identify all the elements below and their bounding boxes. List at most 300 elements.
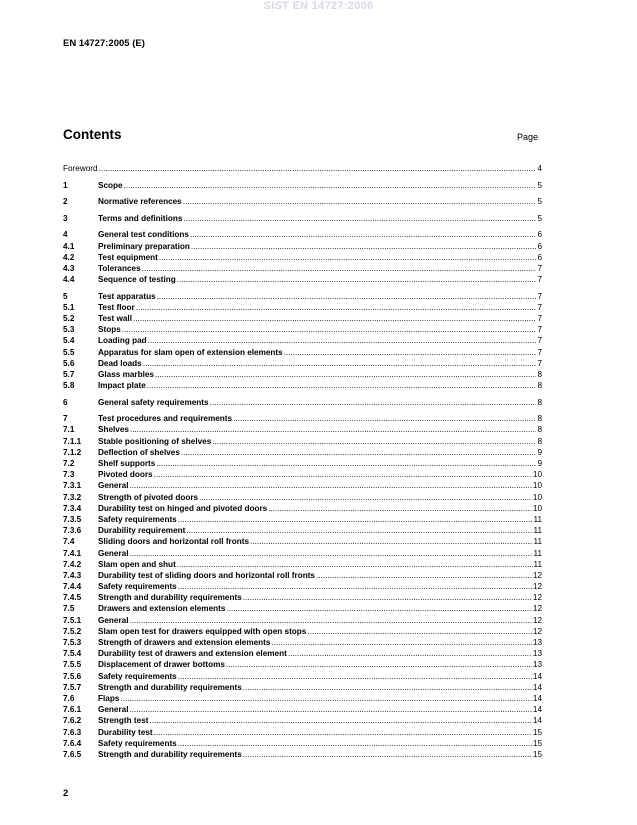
toc-section-number: 7.4.4 bbox=[63, 582, 82, 592]
toc-dot-leader bbox=[250, 536, 532, 547]
toc-section-title: Shelves bbox=[98, 425, 129, 435]
toc-section-title: Sequence of testing bbox=[98, 275, 176, 285]
toc-page-number: 11 bbox=[533, 537, 542, 547]
toc-dot-leader bbox=[120, 693, 532, 704]
toc-page-number: 11 bbox=[533, 526, 542, 536]
toc-entry-line bbox=[98, 581, 542, 592]
toc-dot-leader bbox=[99, 163, 537, 174]
toc-entry[interactable] bbox=[63, 514, 542, 525]
toc-dot-leader bbox=[136, 302, 537, 313]
toc-dot-leader bbox=[143, 358, 537, 369]
toc-entry[interactable] bbox=[63, 447, 542, 458]
toc-dot-leader bbox=[155, 369, 536, 380]
toc-section-number: 5.6 bbox=[63, 358, 75, 368]
toc-dot-leader bbox=[154, 727, 532, 738]
toc-section-title: Strength and durability requirements bbox=[98, 682, 242, 692]
watermark: SIST EN 14727:2006 bbox=[263, 0, 374, 12]
toc-section-number: 7.4.2 bbox=[63, 559, 82, 569]
toc-dot-leader bbox=[130, 548, 533, 559]
toc-section-title: Strength and durability requirements bbox=[98, 593, 242, 603]
toc-page-number: 9 bbox=[537, 459, 542, 469]
toc-entry[interactable] bbox=[63, 324, 542, 335]
toc-entry[interactable] bbox=[63, 413, 542, 424]
toc-entry-line bbox=[98, 335, 542, 346]
toc-page-number: 8 bbox=[537, 397, 542, 407]
toc-section-title: Stable positioning of shelves bbox=[98, 436, 212, 446]
toc-dot-leader bbox=[316, 570, 532, 581]
toc-dot-leader bbox=[243, 682, 532, 693]
toc-page-number: 7 bbox=[537, 347, 542, 357]
toc-entry-line bbox=[98, 347, 542, 358]
toc-section-number: 7.5.2 bbox=[63, 626, 82, 636]
toc-entry-line bbox=[98, 592, 542, 603]
toc-section-number: 7.5.6 bbox=[63, 671, 82, 681]
document-id: EN 14727:2005 (E) bbox=[63, 38, 145, 49]
toc-section-title: Strength test bbox=[98, 716, 149, 726]
toc-entry[interactable] bbox=[63, 274, 542, 285]
toc-section-number: 7.4.1 bbox=[63, 548, 82, 558]
toc-entry[interactable] bbox=[63, 180, 542, 191]
toc-entry[interactable] bbox=[63, 738, 542, 749]
toc-section-title: General bbox=[98, 615, 129, 625]
toc-page-number: 7 bbox=[537, 291, 542, 301]
toc-section-number: 7.5.5 bbox=[63, 660, 82, 670]
toc-section-number: 7.3.2 bbox=[63, 492, 82, 502]
toc-section-title: Preliminary preparation bbox=[98, 241, 190, 251]
toc-page-number: 7 bbox=[537, 314, 542, 324]
toc-page-number: 7 bbox=[537, 358, 542, 368]
toc-page-number: 8 bbox=[537, 369, 542, 379]
toc-entry-line bbox=[98, 469, 542, 480]
toc-entry[interactable] bbox=[63, 335, 542, 346]
toc-entry[interactable] bbox=[63, 302, 542, 313]
toc-dot-leader bbox=[186, 525, 532, 536]
toc-entry[interactable] bbox=[63, 369, 542, 380]
toc-entry-line bbox=[98, 397, 542, 408]
toc-page-number: 12 bbox=[532, 604, 542, 614]
toc-section-title: Displacement of drawer bottoms bbox=[98, 660, 225, 670]
toc-dot-leader bbox=[243, 592, 532, 603]
toc-entry[interactable] bbox=[63, 559, 542, 570]
toc-entry-line bbox=[98, 559, 542, 570]
toc-section-title: Strength of drawers and extension elements bbox=[98, 638, 271, 648]
toc-page-number: 5 bbox=[537, 197, 542, 207]
toc-section-title: Test apparatus bbox=[98, 291, 156, 301]
toc-entry-line bbox=[98, 525, 542, 536]
toc-section-number: 5.5 bbox=[63, 347, 75, 357]
toc-section-number: 7.3.5 bbox=[63, 514, 82, 524]
toc-entry[interactable] bbox=[63, 570, 542, 581]
toc-section-title: Dead loads bbox=[98, 358, 142, 368]
toc-section-title: General bbox=[98, 705, 129, 715]
toc-dot-leader bbox=[142, 263, 537, 274]
toc-dot-leader bbox=[199, 492, 532, 503]
toc-section-number: 7.5 bbox=[63, 604, 75, 614]
toc-entry-line bbox=[98, 324, 542, 335]
toc-entry[interactable] bbox=[63, 727, 542, 738]
toc-section-title: Loading pad bbox=[98, 336, 147, 346]
toc-entry-line bbox=[98, 637, 542, 648]
toc-section-title: Safety requirements bbox=[98, 671, 177, 681]
toc-section-title: Glass marbles bbox=[98, 369, 154, 379]
toc-entry[interactable] bbox=[63, 229, 542, 240]
toc-dot-leader bbox=[288, 648, 532, 659]
toc-page-number: 15 bbox=[532, 749, 542, 759]
toc-page-number: 8 bbox=[537, 425, 542, 435]
toc-entry[interactable] bbox=[63, 592, 542, 603]
toc-section-number: 7.5.4 bbox=[63, 649, 82, 659]
toc-page-number: 7 bbox=[537, 325, 542, 335]
toc-section-title: Durability test of sliding doors and horizontal roll fronts bbox=[98, 570, 315, 580]
toc-dot-leader bbox=[177, 274, 537, 285]
toc-section-number: 5.7 bbox=[63, 369, 75, 379]
toc-entry[interactable] bbox=[63, 492, 542, 503]
toc-entry-line bbox=[98, 380, 542, 391]
toc-entry[interactable] bbox=[63, 196, 542, 207]
toc-page-number: 14 bbox=[532, 705, 542, 715]
toc-section-number: 7.6.4 bbox=[63, 738, 82, 748]
toc-dot-leader bbox=[130, 480, 532, 491]
toc-dot-leader bbox=[147, 380, 537, 391]
toc-section-title: Apparatus for slam open of extension elements bbox=[98, 347, 283, 357]
toc-entry[interactable] bbox=[63, 525, 542, 536]
toc-section-number: 7.6.1 bbox=[63, 705, 82, 715]
toc-section-number: 7.1.1 bbox=[63, 436, 82, 446]
toc-section-number: 7.4 bbox=[63, 537, 75, 547]
toc-section-title: Tolerances bbox=[98, 263, 141, 273]
toc-section-number: 2 bbox=[63, 197, 68, 207]
toc-page-number: 11 bbox=[533, 514, 542, 524]
toc-page-number: 6 bbox=[537, 241, 542, 251]
toc-dot-leader bbox=[212, 436, 536, 447]
toc-section-title: Impact plate bbox=[98, 381, 146, 391]
toc-section-number: 7.6 bbox=[63, 693, 75, 703]
toc-dot-leader bbox=[178, 738, 532, 749]
toc-section-title: Safety requirements bbox=[98, 582, 177, 592]
toc-entry[interactable] bbox=[63, 648, 542, 659]
toc-section-title: Safety requirements bbox=[98, 738, 177, 748]
toc-dot-leader bbox=[178, 514, 533, 525]
toc-dot-leader bbox=[159, 252, 537, 263]
toc-entry[interactable] bbox=[63, 263, 542, 274]
toc-entry-line bbox=[98, 704, 542, 715]
toc-section-number: 7.6.5 bbox=[63, 749, 82, 759]
toc-page-number: 10 bbox=[532, 492, 542, 502]
toc-entry[interactable] bbox=[63, 424, 542, 435]
toc-page-number: 7 bbox=[537, 263, 542, 273]
toc-entry-line bbox=[98, 369, 542, 380]
toc-entry[interactable] bbox=[63, 693, 542, 704]
toc-page-number: 5 bbox=[537, 180, 542, 190]
toc-entry[interactable] bbox=[63, 503, 542, 514]
toc-entry-line bbox=[98, 213, 542, 224]
toc-page-number: 12 bbox=[532, 593, 542, 603]
toc-dot-leader bbox=[183, 213, 536, 224]
toc-entry-line bbox=[98, 503, 542, 514]
toc-page-number: 6 bbox=[537, 230, 542, 240]
toc-entry-line bbox=[98, 229, 542, 240]
toc-page-number: 13 bbox=[532, 649, 542, 659]
toc-section-number: 7.3.6 bbox=[63, 526, 82, 536]
toc-entry-line bbox=[98, 274, 542, 285]
toc-entry-line bbox=[98, 480, 542, 491]
toc-section-number: 5.4 bbox=[63, 336, 75, 346]
toc-dot-leader bbox=[284, 347, 537, 358]
toc-page-number: 11 bbox=[533, 559, 542, 569]
toc-entry-line bbox=[98, 302, 542, 313]
toc-entry-line bbox=[98, 671, 542, 682]
toc-section-number: 4.2 bbox=[63, 252, 75, 262]
toc-page-number: 13 bbox=[532, 638, 542, 648]
toc-entry-line bbox=[98, 536, 542, 547]
toc-entry-line bbox=[98, 447, 542, 458]
toc-page-number: 14 bbox=[532, 671, 542, 681]
toc-page-number: 10 bbox=[532, 503, 542, 513]
toc-section-number: 7.3.1 bbox=[63, 481, 82, 491]
toc-page-number: 14 bbox=[532, 693, 542, 703]
toc-entry[interactable] bbox=[63, 480, 542, 491]
toc-dot-leader bbox=[156, 458, 536, 469]
toc-section-number: 6 bbox=[63, 397, 68, 407]
page-title: Contents bbox=[63, 127, 122, 142]
toc-page-number: 7 bbox=[537, 275, 542, 285]
toc-dot-leader bbox=[130, 424, 536, 435]
toc-entry[interactable] bbox=[63, 380, 542, 391]
toc-section-number: 7.1 bbox=[63, 425, 75, 435]
toc-entry-line bbox=[98, 358, 542, 369]
toc-entry-line bbox=[98, 492, 542, 503]
toc-section-title: Shelf supports bbox=[98, 459, 156, 469]
toc-section-title: Durability test bbox=[98, 727, 153, 737]
toc-entry[interactable] bbox=[63, 291, 542, 302]
toc-section-number: 7.6.3 bbox=[63, 727, 82, 737]
toc-section-title: Pivoted doors bbox=[98, 470, 153, 480]
toc-entry-line bbox=[98, 603, 542, 614]
toc-section-number: 7.3.4 bbox=[63, 503, 82, 513]
toc-entry-line bbox=[98, 514, 542, 525]
toc-section-title: General bbox=[98, 548, 129, 558]
toc-entry-line bbox=[98, 682, 542, 693]
toc-entry[interactable] bbox=[63, 536, 542, 547]
toc-section-title: Deflection of shelves bbox=[98, 447, 180, 457]
toc-dot-leader bbox=[178, 581, 532, 592]
toc-page-number: 13 bbox=[532, 660, 542, 670]
toc-entry[interactable] bbox=[63, 213, 542, 224]
toc-section-number: 4.4 bbox=[63, 275, 75, 285]
toc-entry[interactable] bbox=[63, 581, 542, 592]
toc-section-number: 7.5.7 bbox=[63, 682, 82, 692]
toc-section-number: 7 bbox=[63, 414, 68, 424]
toc-section-title: Slam open test for drawers equipped with open stops bbox=[98, 626, 307, 636]
toc-section-title: Test wall bbox=[98, 314, 132, 324]
toc-section-number: 4.3 bbox=[63, 263, 75, 273]
toc-dot-leader bbox=[148, 335, 537, 346]
toc-dot-leader bbox=[124, 180, 537, 191]
toc-entry-line bbox=[98, 291, 542, 302]
toc-section-number: 7.3 bbox=[63, 470, 75, 480]
toc-page-number: 15 bbox=[532, 738, 542, 748]
toc-section-number: 5.8 bbox=[63, 381, 75, 391]
toc-section-number: 3 bbox=[63, 213, 68, 223]
toc-entry[interactable] bbox=[63, 749, 542, 760]
toc-entry[interactable] bbox=[63, 469, 542, 480]
toc-entry-line bbox=[98, 458, 542, 469]
toc-section-title: Test floor bbox=[98, 302, 135, 312]
toc-page-number: 5 bbox=[537, 213, 542, 223]
toc-entry[interactable] bbox=[63, 704, 542, 715]
toc-section-title: Strength of pivoted doors bbox=[98, 492, 199, 502]
toc-dot-leader bbox=[154, 469, 532, 480]
toc-dot-leader bbox=[157, 291, 537, 302]
toc-section-title: Durability test on hinged and pivoted doors bbox=[98, 503, 268, 513]
toc-section-number: 1 bbox=[63, 180, 68, 190]
toc-section-title: Test procedures and requirements bbox=[98, 414, 233, 424]
toc-section-title: General test conditions bbox=[98, 230, 189, 240]
toc-entry-line bbox=[98, 196, 542, 207]
toc-dot-leader bbox=[177, 559, 533, 570]
toc-page-number: 7 bbox=[537, 302, 542, 312]
toc-dot-leader bbox=[181, 447, 537, 458]
toc-entry[interactable] bbox=[63, 637, 542, 648]
toc-section-title: Flaps bbox=[98, 693, 120, 703]
toc-section-number: 7.6.2 bbox=[63, 716, 82, 726]
toc-entry[interactable] bbox=[63, 548, 542, 559]
toc-page-number: 12 bbox=[532, 570, 542, 580]
toc-dot-leader bbox=[183, 196, 537, 207]
toc-entry[interactable] bbox=[63, 615, 542, 626]
toc-dot-leader bbox=[307, 626, 532, 637]
toc-entry-line bbox=[98, 263, 542, 274]
toc-section-title: Terms and definitions bbox=[98, 213, 183, 223]
toc-dot-leader bbox=[226, 659, 532, 670]
toc-dot-leader bbox=[178, 671, 532, 682]
toc-dot-leader bbox=[210, 397, 537, 408]
toc-entry[interactable] bbox=[63, 313, 542, 324]
toc-entry-line bbox=[98, 738, 542, 749]
toc-section-title: General safety requirements bbox=[98, 397, 209, 407]
toc-dot-leader bbox=[191, 241, 537, 252]
toc-page-number: 14 bbox=[532, 682, 542, 692]
toc-entry-line bbox=[98, 424, 542, 435]
toc-section-number: 7.1.2 bbox=[63, 447, 82, 457]
toc-section-title: Sliding doors and horizontal roll fronts bbox=[98, 537, 250, 547]
toc-page-number: 8 bbox=[537, 381, 542, 391]
toc-entry-line bbox=[98, 548, 542, 559]
toc-dot-leader bbox=[226, 603, 531, 614]
toc-entry[interactable] bbox=[63, 458, 542, 469]
toc-page-number: 7 bbox=[537, 336, 542, 346]
toc-entry-line bbox=[98, 659, 542, 670]
toc-page-number: 10 bbox=[532, 470, 542, 480]
toc-entry-line bbox=[98, 727, 542, 738]
toc-entry-line bbox=[63, 163, 542, 174]
page-number: 2 bbox=[63, 788, 69, 799]
toc-section-number: 5.2 bbox=[63, 314, 75, 324]
toc-section-number: 7.4.5 bbox=[63, 593, 82, 603]
toc-entry-line bbox=[98, 241, 542, 252]
toc-entry-line bbox=[98, 626, 542, 637]
toc-dot-leader bbox=[233, 413, 536, 424]
toc-entry[interactable] bbox=[63, 626, 542, 637]
toc-section-title: Stops bbox=[98, 325, 121, 335]
toc-entry-line bbox=[98, 436, 542, 447]
toc-dot-leader bbox=[150, 715, 532, 726]
toc-entry[interactable] bbox=[63, 241, 542, 252]
toc-section-number: 4 bbox=[63, 230, 68, 240]
toc-entry-line bbox=[98, 648, 542, 659]
toc-dot-leader bbox=[268, 503, 532, 514]
toc-section-title: Durability requirement bbox=[98, 526, 186, 536]
toc-entry[interactable] bbox=[63, 358, 542, 369]
toc-section-title: Drawers and extension elements bbox=[98, 604, 226, 614]
toc-dot-leader bbox=[190, 229, 536, 240]
toc-section-title: Strength and durability requirements bbox=[98, 749, 242, 759]
toc-page-number: 10 bbox=[532, 481, 542, 491]
toc-section-number: 4.1 bbox=[63, 241, 75, 251]
toc-page-number: 14 bbox=[532, 716, 542, 726]
toc-dot-leader bbox=[271, 637, 531, 648]
toc-section-title: Foreword bbox=[63, 164, 98, 173]
toc-entry[interactable] bbox=[63, 436, 542, 447]
toc-entry-line bbox=[98, 313, 542, 324]
toc-entry[interactable] bbox=[63, 682, 542, 693]
toc-section-number: 7.5.1 bbox=[63, 615, 82, 625]
toc-dot-leader bbox=[130, 615, 532, 626]
toc-section-title: Slam open and shut bbox=[98, 559, 176, 569]
toc-section-number: 5 bbox=[63, 291, 68, 301]
toc-entry-line bbox=[98, 615, 542, 626]
toc-page-number: 8 bbox=[537, 436, 542, 446]
toc-section-number: 7.4.3 bbox=[63, 570, 82, 580]
toc-page-number: 12 bbox=[532, 582, 542, 592]
toc-section-title: Normative references bbox=[98, 197, 182, 207]
toc-entry[interactable] bbox=[63, 715, 542, 726]
toc-dot-leader bbox=[130, 704, 532, 715]
toc-entry-line bbox=[98, 693, 542, 704]
toc-entry[interactable] bbox=[63, 397, 542, 408]
toc-section-title: Durability test of drawers and extension element bbox=[98, 649, 287, 659]
toc-page-number: 11 bbox=[533, 548, 542, 558]
toc-section-number: 5.1 bbox=[63, 302, 75, 312]
toc-section-title: Scope bbox=[98, 180, 123, 190]
toc-page-number: 12 bbox=[532, 626, 542, 636]
toc-entry[interactable] bbox=[63, 603, 542, 614]
toc-entry[interactable] bbox=[63, 163, 542, 174]
toc-section-number: 7.2 bbox=[63, 459, 75, 469]
toc-page-number: 6 bbox=[537, 252, 542, 262]
toc-page-number: 9 bbox=[537, 447, 542, 457]
toc-entry-line bbox=[98, 252, 542, 263]
toc-entry-line bbox=[98, 413, 542, 424]
toc-page-number: 15 bbox=[532, 727, 542, 737]
toc-entry-line bbox=[98, 570, 542, 581]
toc-section-title: Test equipment bbox=[98, 252, 158, 262]
toc-page-number: 12 bbox=[532, 615, 542, 625]
toc-dot-leader bbox=[243, 749, 532, 760]
table-of-contents bbox=[63, 163, 542, 760]
toc-section-number: 5.3 bbox=[63, 325, 75, 335]
toc-entry[interactable] bbox=[63, 659, 542, 670]
toc-dot-leader bbox=[122, 324, 537, 335]
toc-entry[interactable] bbox=[63, 252, 542, 263]
toc-page-number: 4 bbox=[537, 164, 542, 173]
toc-page-number: 8 bbox=[537, 414, 542, 424]
toc-section-title: Safety requirements bbox=[98, 514, 177, 524]
toc-entry[interactable] bbox=[63, 671, 542, 682]
toc-section-title: General bbox=[98, 481, 129, 491]
toc-entry[interactable] bbox=[63, 347, 542, 358]
toc-dot-leader bbox=[133, 313, 536, 324]
